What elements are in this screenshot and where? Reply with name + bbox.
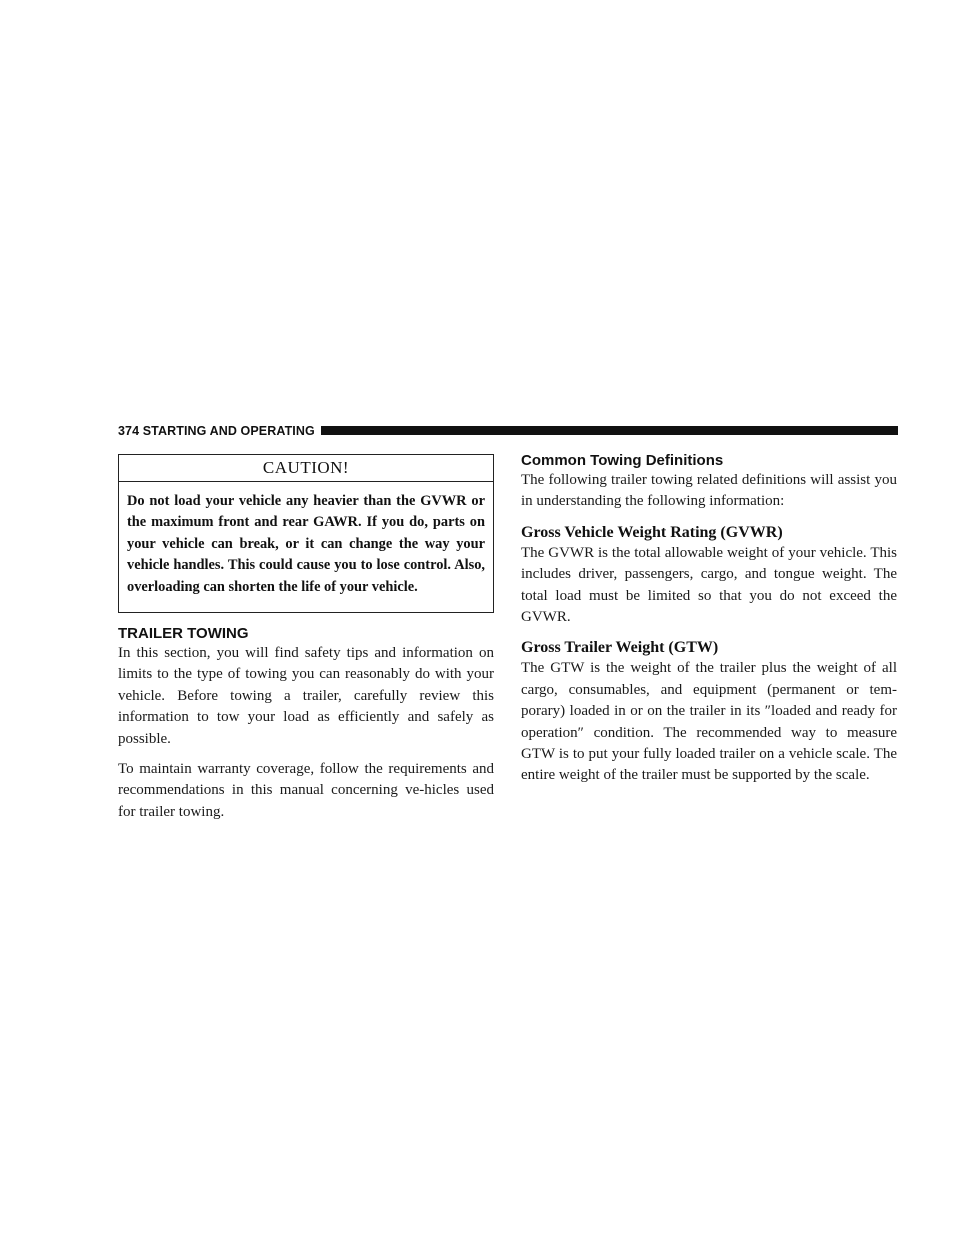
left-column: [118, 454, 494, 823]
caution-title: CAUTION!: [119, 455, 493, 482]
caution-text: Do not load your vehicle any heavier than the GVWR or the maximum front and rear GAWR. If you do, parts on your vehicle can break, or it can change the way your vehicle handles. This could cause you to lose control. Also, overloading can shorten the life of your vehicle.: [127, 493, 485, 595]
gtw-heading: Gross Trailer Weight (GTW): [521, 639, 719, 657]
gvwr-heading: Gross Vehicle Weight Rating (GVWR): [521, 523, 783, 541]
page-number-section-title: 374 STARTING AND OPERATING: [118, 423, 315, 438]
right-column: [521, 452, 897, 787]
definitions-intro: The following trailer towing related definitions will assist you in understanding the following information:: [521, 472, 897, 510]
trailer-towing-paragraph-2: To maintain warranty coverage, follow the requirements and recommendations in this manual concerning ve-hicles used for trailer towing.: [118, 761, 494, 820]
page-header: [118, 424, 898, 437]
trailer-towing-heading: TRAILER TOWING: [118, 625, 249, 642]
trailer-towing-paragraph-1: In this section, you will find safety tips and information on limits to the type of towing you can reasonably do with your vehicle. Before towing a trailer, carefully review this information to tow your load as efficiently and safely as possible.: [118, 645, 494, 747]
header-rule: [321, 426, 898, 435]
gvwr-text: The GVWR is the total allowable weight of your vehicle. This includes driver, passengers, cargo, and tongue weight. The total load must be limited so that you do not exceed the GVWR.: [521, 544, 897, 626]
common-towing-definitions-heading: Common Towing Definitions: [521, 452, 724, 469]
caution-box: [118, 454, 494, 613]
gtw-text: The GTW is the weight of the trailer plus the weight of all cargo, consumables, and equipment (permanent or tem-porary) loaded in or on the trailer in its ″loaded and ready for operation″ condition. The recommended way to measure GTW is to put your fully loaded trailer on a vehicle scale. The entire weight of the trailer must be supported by the scale.: [521, 660, 897, 784]
